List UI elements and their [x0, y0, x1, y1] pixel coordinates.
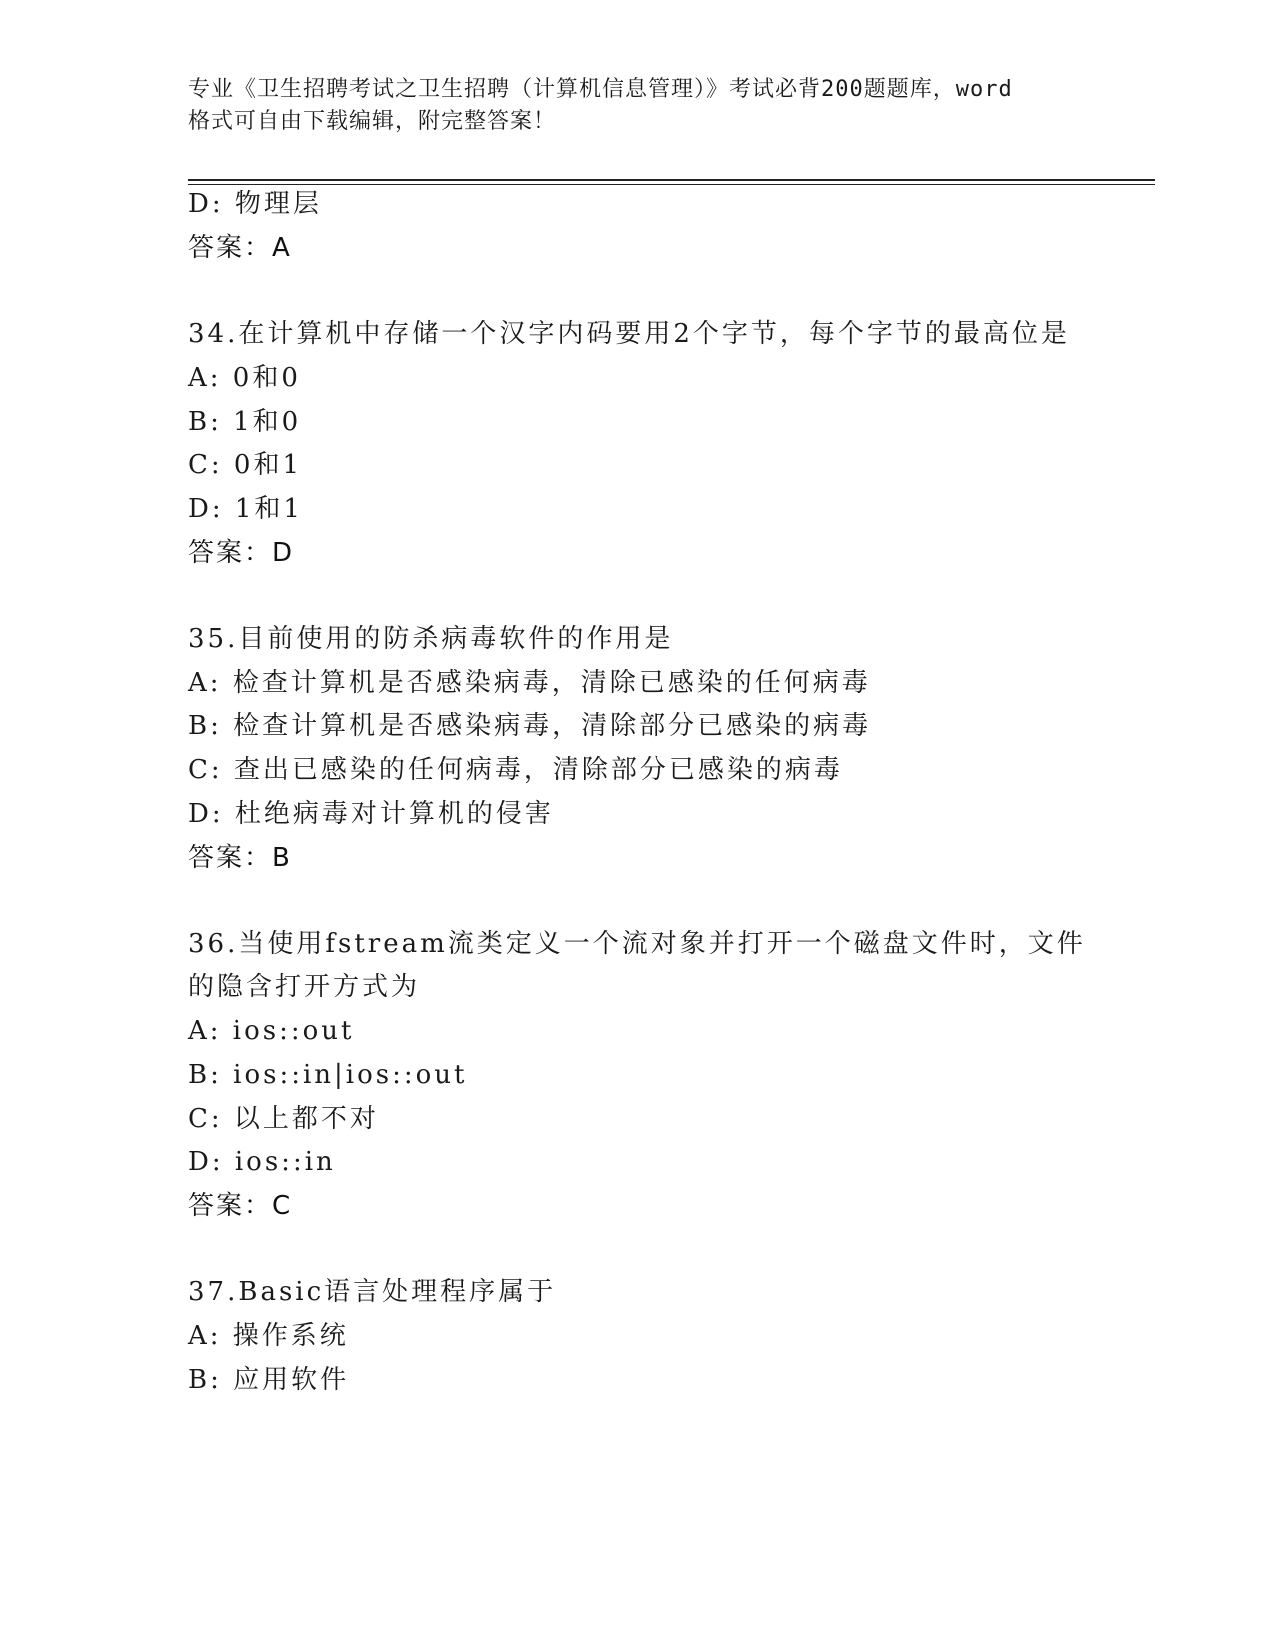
prev-answer: 答案：A — [188, 233, 292, 263]
q36-option-d: D: ios::in — [188, 1147, 336, 1177]
q35-answer: 答案：B — [188, 843, 292, 873]
q34-option-a: A: 0和0 — [188, 363, 301, 393]
q34-stem: 34.在计算机中存储一个汉字内码要用2个字节，每个字节的最高位是 — [188, 319, 1070, 349]
q34-answer: 答案：D — [188, 538, 295, 568]
q35-stem: 35.目前使用的防杀病毒软件的作用是 — [188, 624, 674, 654]
header-line-2: 格式可自由下载编辑，附完整答案！ — [188, 109, 557, 134]
q36-option-b: B: ios::in|ios::out — [188, 1060, 468, 1090]
q37-stem: 37.Basic语言处理程序属于 — [188, 1277, 557, 1307]
q35-option-d: D: 杜绝病毒对计算机的侵害 — [188, 799, 554, 829]
q36-stem-line-2: 的隐含打开方式为 — [188, 972, 421, 1002]
q34-option-d: D: 1和1 — [188, 494, 303, 524]
q35-option-a: A: 检查计算机是否感染病毒，清除已感染的任何病毒 — [188, 668, 871, 698]
header-line-1: 专业《卫生招聘考试之卫生招聘（计算机信息管理）》考试必背200题题库，word — [188, 77, 1013, 102]
q36-stem-line-1: 36.当使用fstream流类定义一个流对象并打开一个磁盘文件时，文件 — [188, 929, 1086, 959]
q34-option-b: B: 1和0 — [188, 407, 302, 437]
q37-option-a: A: 操作系统 — [188, 1321, 349, 1351]
document-header — [188, 74, 1088, 138]
q36-answer: 答案：C — [188, 1191, 293, 1221]
prev-option-d: D: 物理层 — [188, 189, 322, 219]
q35-option-c: C: 查出已感染的任何病毒，清除部分已感染的病毒 — [188, 755, 843, 785]
q34-option-c: C: 0和1 — [188, 450, 303, 480]
q35-option-b: B: 检查计算机是否感染病毒，清除部分已感染的病毒 — [188, 711, 872, 741]
q37-option-b: B: 应用软件 — [188, 1365, 350, 1395]
q36-option-c: C: 以上都不对 — [188, 1104, 379, 1134]
header-divider-thick — [188, 179, 1155, 181]
q36-option-a: A: ios::out — [188, 1016, 355, 1046]
header-divider-thin — [188, 184, 1155, 185]
